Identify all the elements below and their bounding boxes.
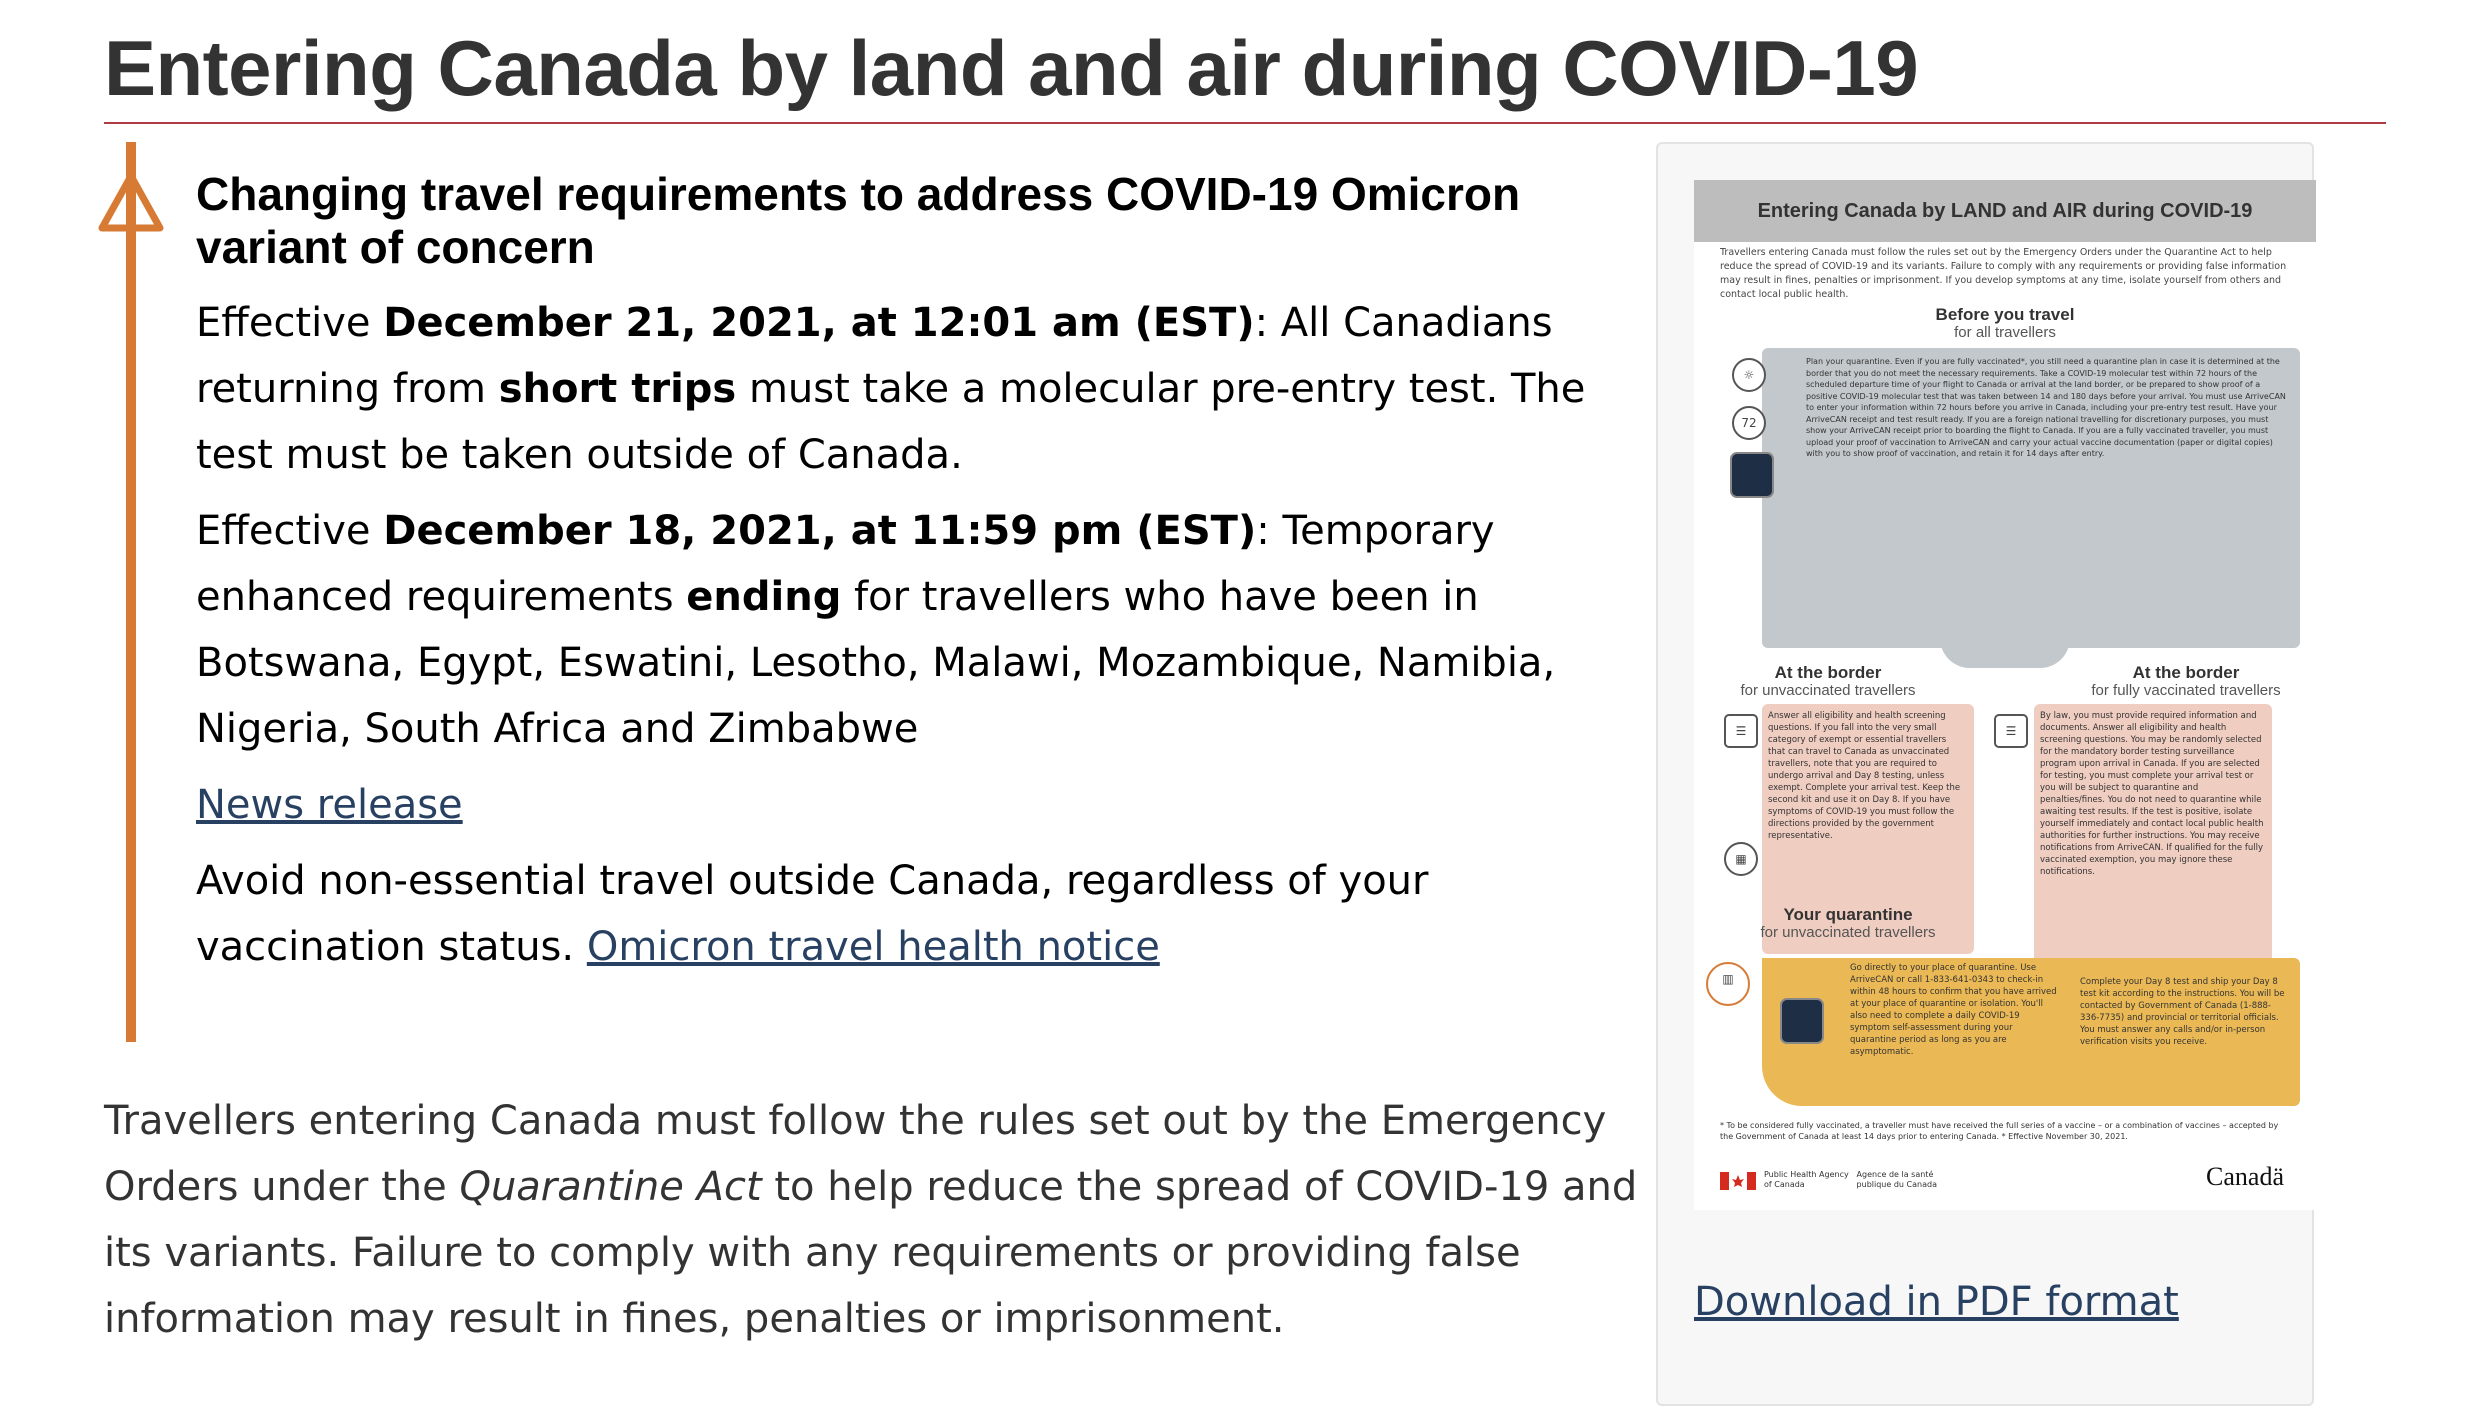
checklist-icon-vax: ☰ xyxy=(1994,714,2028,748)
before-travel-tab xyxy=(1940,618,2070,668)
intro-pre: Travellers entering Canada must follow the rules set out by the Emergency Orders under the xyxy=(104,1098,1607,1210)
border-unvax-title: At the border xyxy=(1774,663,1882,682)
quarantine-title: Your quarantine xyxy=(1783,905,1913,924)
title-divider xyxy=(104,122,2386,124)
infographic-title: Entering Canada by LAND and AIR during COVID-19 xyxy=(1694,180,2316,242)
alert-box xyxy=(196,168,1636,990)
quarantine-heading xyxy=(1738,906,1958,942)
intro-post: to help reduce the spread of COVID-19 and its variants. Failure to comply with any requirements or providing false information may result in fines, penalties or imprisonment. xyxy=(104,1164,1638,1342)
alert-heading: Changing travel requirements to address COVID-19 Omicron variant of concern xyxy=(196,168,1521,273)
arrivecan-icon xyxy=(1730,452,1774,498)
alert-paragraph-3 xyxy=(196,848,1636,980)
alert-p3-text: Avoid non-essential travel outside Canada, regardless of your vaccination status. xyxy=(196,858,1429,970)
quarantine-text-right: Complete your Day 8 test and ship your Day 8 test kit according to the instructions. You will be contacted by Government of Canada (1-888-336-7735) and provincial or territorial officials. You must answer any calls and/or in-person verification visits you receive. xyxy=(2080,977,2285,1047)
clock-icon: 72 xyxy=(1732,406,1766,440)
before-travel-title: Before you travel xyxy=(1935,305,2075,324)
building-icon: ▦ xyxy=(1724,842,1758,876)
news-release-paragraph xyxy=(196,772,1636,838)
border-vax-text: By law, you must provide required information and documents. Answer all eligibility and health screening questions. You may be randomly selected for the mandatory border testing surveillance program upon arrival in Canada. If you are selected for testing, you must complete your arrival test or you will be subject to quarantine and penalties/fines. You do not need to quarantine while awaiting test results. If the test is positive, isolate yourself immediately and contact local public health authorities for further instructions. You may receive notifications from ArriveCAN. If qualified for the fully vaccinated exemption, you may ignore these notifications. xyxy=(2040,711,2264,877)
quarantine-box xyxy=(1762,958,2300,1106)
quarantine-sub: for unvaccinated travellers xyxy=(1760,924,1936,941)
border-vax-sub: for fully vaccinated travellers xyxy=(2091,682,2281,699)
alert-p1-date: December 21, 2021, at 12:01 am (EST) xyxy=(383,300,1255,346)
border-vax-title: At the border xyxy=(2132,663,2240,682)
intro-italic: Quarantine Act xyxy=(459,1164,762,1210)
agency-fr: Agence de la santé publique du Canada xyxy=(1856,1170,1937,1189)
alert-p1-post: must take a molecular pre-entry test. The test must be taken outside of Canada. xyxy=(196,366,1586,478)
alert-p1-emphasis: short trips xyxy=(498,366,737,412)
alert-p1-pre: Effective xyxy=(196,300,384,346)
alert-paragraph-1 xyxy=(196,290,1636,488)
canada-flag-icon xyxy=(1720,1172,1756,1190)
alert-accent-bar xyxy=(126,142,136,1042)
intro-paragraph xyxy=(104,1088,1664,1352)
alert-p2-date: December 18, 2021, at 11:59 pm (EST) xyxy=(383,508,1257,554)
alert-p1-mid: : All Canadians returning from xyxy=(196,300,1553,412)
warning-icon xyxy=(96,170,166,234)
canada-wordmark: Canadä xyxy=(2206,1162,2284,1191)
agency-signature xyxy=(1764,1170,1947,1190)
before-travel-text: Plan your quarantine. Even if you are fully vaccinated*, you still need a quarantine plan in case it is determined at the border that you do not meet the necessary requirements. Take a COVID-19 molecular test within 72 hours of the scheduled departure time of your flight to Canada or arrival at the land border, or be prepared to show proof of a positive COVID-19 molecular test that was taken between 14 and 180 days before your arrival. You must use ArriveCAN to enter your information within 72 hours before you arrive in Canada, including your pre-entry test result. Have your ArriveCAN receipt and test result ready. If you are a foreign national travelling for discretionary purposes, you must show your ArriveCAN receipt prior to boarding the flight to Canada. If you are a fully vaccinated traveller, you must upload your proof of vaccination to ArriveCAN and carry your actual vaccine documentation (paper or digital copies) with you to show proof of vaccination, and retain it for 14 days after entry. xyxy=(1806,357,2286,458)
arrivecan-icon-2 xyxy=(1780,998,1824,1044)
omicron-travel-health-notice-link[interactable]: Omicron travel health notice xyxy=(586,924,1160,970)
border-unvax-heading xyxy=(1738,664,1918,700)
alert-p2-pre: Effective xyxy=(196,508,384,554)
before-travel-sub: for all travellers xyxy=(1954,324,2056,341)
news-release-link[interactable]: News release xyxy=(196,782,463,828)
alert-p2-emphasis: ending xyxy=(686,574,842,620)
border-unvax-sub: for unvaccinated travellers xyxy=(1740,682,1916,699)
before-travel-heading xyxy=(1905,306,2105,342)
infographic-image[interactable] xyxy=(1694,180,2316,1210)
infographic-footnote: * To be considered fully vaccinated, a traveller must have received the full series of a vaccine – or a combination of vaccines – accepted by the Government of Canada at least 14 days prior to entering Canada. * Effective November 30, 2021. xyxy=(1720,1121,2279,1141)
quarantine-house-icon: ▥ xyxy=(1706,962,1750,1006)
before-travel-box xyxy=(1762,348,2300,648)
checklist-icon: ☰ xyxy=(1724,714,1758,748)
download-pdf-link[interactable]: Download in PDF format xyxy=(1694,1279,2179,1325)
border-vax-heading xyxy=(2068,664,2304,700)
agency-en: Public Health Agency of Canada xyxy=(1764,1170,1849,1189)
alert-p2-post: for travellers who have been in Botswana, Egypt, Eswatini, Lesotho, Malawi, Mozambique, Namibia, Nigeria, South Africa and Zimbabwe xyxy=(196,574,1556,752)
page-title: Entering Canada by land and air during COVID-19 xyxy=(104,24,1919,112)
quarantine-text-left: Go directly to your place of quarantine. Use ArriveCAN or call 1-833-641-0343 to check-in within 48 hours to confirm that you have arrived at your place of quarantine or isolation. You'll also need to complete a daily COVID-19 symptom self-assessment during your quarantine period as long as you are asymptomatic. xyxy=(1850,963,2057,1057)
infographic-intro: Travellers entering Canada must follow the rules set out by the Emergency Orders under the Quarantine Act to help reduce the spread of COVID-19 and its variants. Failure to comply with any requirements or providing false information may result in fines, penalties or imprisonment. If you develop symptoms at any time, isolate yourself from others and contact local public health. xyxy=(1720,247,2287,300)
alert-p2-mid: : Temporary enhanced requirements xyxy=(196,508,1495,620)
alert-paragraph-2 xyxy=(196,498,1636,762)
border-unvax-text: Answer all eligibility and health screening questions. If you fall into the very small category of exempt or essential travellers that can travel to Canada as unvaccinated travellers, note that you are required to undergo arrival and Day 8 testing, unless exempt. Complete your arrival test. Keep the second kit and use it on Day 8. If you have symptoms of COVID-19 you must follow the directions provided by the government representative. xyxy=(1768,711,1961,841)
plan-icon: ☼ xyxy=(1732,358,1766,392)
